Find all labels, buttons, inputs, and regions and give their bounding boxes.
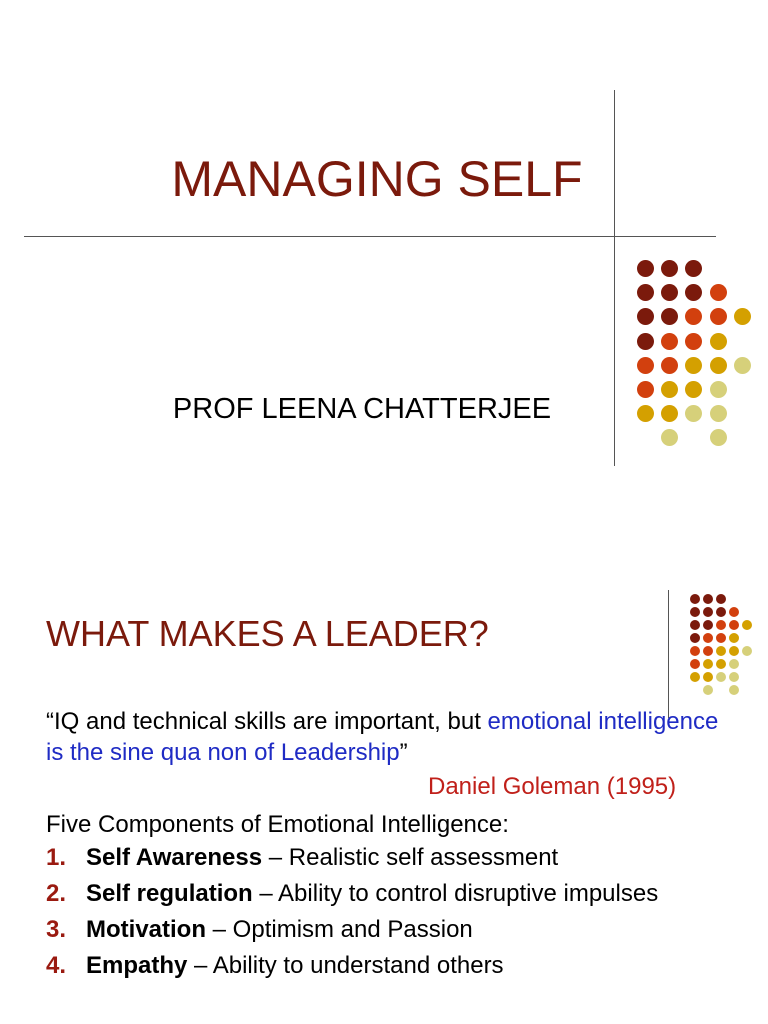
decorative-dot	[716, 646, 726, 656]
decorative-dot	[742, 646, 752, 656]
list-item	[46, 951, 746, 981]
list-item	[46, 879, 746, 909]
decorative-dot	[661, 284, 678, 301]
decorative-dot	[685, 333, 702, 350]
decorative-dot	[690, 594, 700, 604]
decorative-dot	[661, 429, 678, 446]
decorative-dot	[710, 333, 727, 350]
decorative-dot	[703, 672, 713, 682]
decorative-dot	[685, 260, 702, 277]
decorative-dot	[637, 357, 654, 374]
slide2-vertical-divider	[668, 590, 669, 718]
list-item-term: Self regulation	[86, 880, 253, 907]
decorative-dot	[729, 607, 739, 617]
list-item-number: 3.	[46, 916, 67, 943]
decorative-dot	[729, 620, 739, 630]
decorative-dot	[716, 672, 726, 682]
decorative-dot	[729, 685, 739, 695]
slide1-title: MANAGING SELF	[171, 151, 583, 207]
decorative-dot	[734, 357, 751, 374]
list-item-number: 4.	[46, 952, 67, 979]
decorative-dot	[703, 646, 713, 656]
decorative-dot	[637, 308, 654, 325]
decorative-dot	[661, 260, 678, 277]
decorative-dot	[703, 633, 713, 643]
decorative-dot	[637, 333, 654, 350]
list-item-term: Motivation	[86, 916, 206, 943]
decorative-dot	[690, 672, 700, 682]
list-item-description: – Ability to understand others	[187, 952, 504, 979]
decorative-dot	[703, 607, 713, 617]
decorative-dot	[716, 607, 726, 617]
list-item	[46, 843, 746, 873]
decorative-dot	[685, 284, 702, 301]
decorative-dot	[710, 357, 727, 374]
decorative-dot	[661, 357, 678, 374]
decorative-dot	[690, 607, 700, 617]
decorative-dot	[729, 646, 739, 656]
list-item-number: 1.	[46, 844, 67, 871]
decorative-dot	[703, 659, 713, 669]
slide1-subtitle: PROF LEENA CHATTERJEE	[172, 393, 552, 425]
decorative-dot	[734, 308, 751, 325]
quote-highlight: emotional intelligence is the sine qua non of Leadership	[46, 708, 719, 766]
decorative-dot	[661, 308, 678, 325]
decorative-dot	[716, 594, 726, 604]
list-item-description: – Realistic self assessment	[262, 844, 559, 871]
list-item-description: – Optimism and Passion	[206, 916, 473, 943]
quote-author: Daniel Goleman (1995)	[428, 773, 677, 800]
decorative-dot	[716, 659, 726, 669]
decorative-dot	[729, 633, 739, 643]
decorative-dot	[685, 308, 702, 325]
decorative-dot	[710, 308, 727, 325]
decorative-dot	[703, 594, 713, 604]
decorative-dot	[710, 284, 727, 301]
slide1-horizontal-divider	[24, 236, 716, 237]
decorative-dot	[742, 620, 752, 630]
decorative-dot	[716, 633, 726, 643]
components-list	[46, 843, 746, 987]
list-item	[46, 915, 746, 945]
list-item-term: Empathy	[86, 952, 188, 979]
list-item-term: Self Awareness	[86, 844, 263, 871]
decorative-dot	[690, 646, 700, 656]
quote-close: ”	[399, 739, 408, 766]
decorative-dot	[690, 620, 700, 630]
decorative-dot	[685, 357, 702, 374]
decorative-dot	[729, 672, 739, 682]
decorative-dot	[637, 260, 654, 277]
decorative-dot	[729, 659, 739, 669]
decorative-dot	[690, 633, 700, 643]
decorative-dot	[716, 620, 726, 630]
decorative-dot	[690, 659, 700, 669]
list-item-description: – Ability to control disruptive impulses	[252, 880, 659, 907]
decorative-dot	[703, 685, 713, 695]
list-item-number: 2.	[46, 880, 67, 907]
decorative-dot	[637, 284, 654, 301]
quote-open: “IQ and technical skills are important, but	[46, 708, 488, 735]
decorative-dot	[703, 620, 713, 630]
components-heading: Five Components of Emotional Intelligence:	[46, 811, 509, 838]
slide2-title: WHAT MAKES A LEADER?	[46, 613, 489, 654]
decorative-dot	[710, 429, 727, 446]
decorative-dot	[661, 333, 678, 350]
goleman-quote	[46, 706, 726, 768]
